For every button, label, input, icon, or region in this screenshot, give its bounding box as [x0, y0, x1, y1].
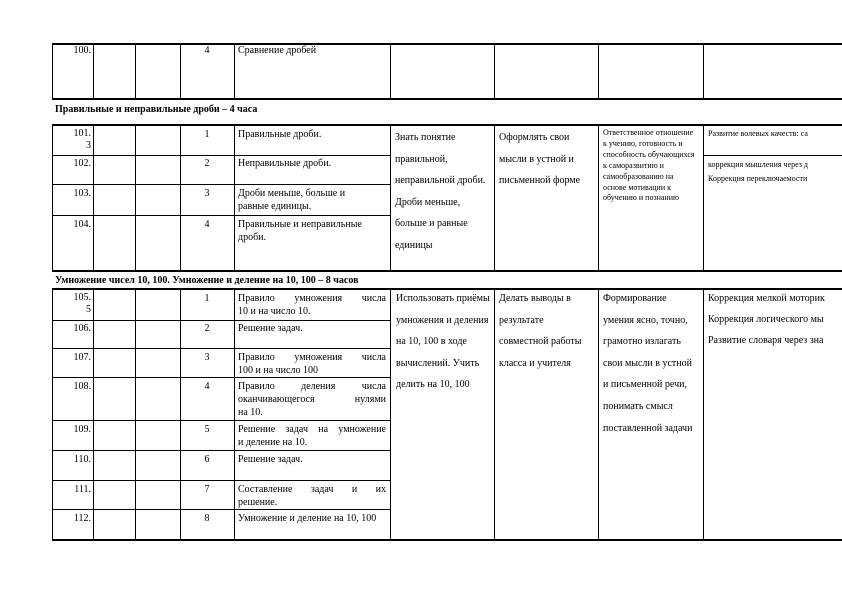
col-border: [703, 288, 704, 540]
col-border: [494, 288, 495, 540]
row-border: [52, 98, 842, 100]
lesson-number: 106.: [73, 323, 91, 334]
lesson-index: 3: [204, 352, 210, 363]
goal-know: Знать понятие правильной, неправильной дроби. Дроби меньше, больше и равные единицы: [395, 132, 486, 251]
lesson-topic: Решение задач на умножение: [238, 424, 386, 435]
lesson-number: 112.: [73, 513, 91, 524]
row-border: [52, 480, 390, 481]
row-border: [52, 124, 842, 126]
lesson-topic: Неправильные дроби.: [238, 158, 332, 169]
goal-express: Оформлять свои мысли в устной и письменной форме: [499, 132, 581, 186]
lesson-topic: на 10.: [238, 407, 263, 418]
col-border: [598, 124, 599, 271]
lesson-index: 8: [204, 513, 210, 524]
lesson-index: 5: [204, 424, 210, 435]
row-border: [52, 509, 390, 510]
lesson-index: 4: [204, 219, 210, 230]
col-border: [52, 288, 53, 540]
row-border: [703, 155, 842, 156]
lesson-topic: решение.: [238, 497, 278, 508]
correction-item: Развитие волевых качеств: са: [708, 129, 808, 138]
lesson-index: 3: [204, 188, 210, 199]
lesson-topic: Дроби меньше, больше и равные единицы.: [238, 188, 346, 212]
row-border: [52, 377, 390, 378]
col-border: [390, 43, 391, 99]
col-border: [390, 124, 391, 271]
col-border: [234, 124, 235, 271]
col-border: [93, 288, 94, 540]
lesson-topic: Составление задач и их: [238, 484, 386, 495]
lesson-topic: Решение задач.: [238, 454, 303, 465]
col-border: [234, 288, 235, 540]
lesson-number: 102.: [73, 158, 91, 169]
lesson-number: 103.: [73, 188, 91, 199]
lesson-index: 4: [204, 381, 210, 392]
lesson-index: 4: [204, 45, 210, 56]
table-top-border: [52, 43, 842, 45]
goal-form: Формирование умения ясно, точно, грамотно излагать свои мысли в устной и письменной речи, понимать смысл поставленной задачи: [603, 293, 693, 434]
row-border: [52, 450, 390, 451]
col-border: [135, 124, 136, 271]
table-bottom-border: [52, 539, 842, 541]
goal-attitude: Ответственное отношение к учению, готовность и способность обучающихся к саморазвитию и самообразованию на основе мотивации к обучению и познанию: [603, 128, 695, 203]
lesson-number: 104.: [73, 219, 91, 230]
correction-item: коррекция мышления через д: [708, 160, 808, 169]
lesson-index: 7: [204, 484, 210, 495]
col-border: [598, 288, 599, 540]
col-border: [135, 43, 136, 99]
lesson-number: 108.: [73, 381, 91, 392]
col-border: [52, 43, 53, 99]
col-border: [598, 43, 599, 99]
lesson-index: 2: [204, 323, 210, 334]
lesson-topic: оканчивающегося нулями: [238, 394, 386, 405]
correction-item: Коррекция мелкой моторик: [708, 293, 825, 304]
lesson-topic: и деление на 10.: [238, 437, 308, 448]
section-heading: Правильные и неправильные дроби – 4 часа: [55, 104, 258, 115]
goal-use-text: Использовать приёмы умножения и деления на 10, 100 в ходе вычислений.: [396, 293, 490, 369]
col-border: [180, 43, 181, 99]
section-heading: Умножение чисел 10, 100. Умножение и деление на 10, 100 – 8 часов: [55, 275, 359, 286]
lesson-topic: Правильные дроби.: [238, 129, 322, 140]
lesson-number: 109.: [73, 424, 91, 435]
correction-item: Коррекция переключаемости: [708, 174, 808, 183]
lesson-number: 111.: [74, 484, 91, 495]
row-border: [52, 348, 390, 349]
col-border: [180, 124, 181, 271]
lesson-topic: Правило умножения числа: [238, 352, 386, 363]
lesson-topic: 10 и на число 10.: [238, 306, 311, 317]
row-border: [52, 270, 842, 272]
col-border: [93, 43, 94, 99]
lesson-number: 101. 3: [73, 128, 91, 151]
row-border: [52, 215, 390, 216]
col-border: [180, 288, 181, 540]
lesson-topic: 100 и на число 100: [238, 365, 318, 376]
col-border: [703, 43, 704, 99]
lesson-number: 107.: [73, 352, 91, 363]
col-border: [135, 288, 136, 540]
col-border: [703, 124, 704, 271]
lesson-number: 105. 5: [73, 292, 91, 315]
lesson-number: 110.: [73, 454, 91, 465]
row-border: [52, 320, 390, 321]
correction-item: Коррекция логического мы: [708, 314, 824, 325]
col-border: [390, 288, 391, 540]
lesson-topic: Правило умножения числа: [238, 293, 386, 304]
lesson-index: 6: [204, 454, 210, 465]
goal-learn-text: Учить делить на 10, 100: [396, 357, 480, 391]
row-border: [52, 155, 390, 156]
row-border: [52, 420, 390, 421]
goal-use: [396, 288, 490, 396]
lesson-index: 1: [204, 293, 210, 304]
lesson-topic: Правильные и неправильные дроби.: [238, 219, 362, 243]
lesson-topic: Сравнение дробей: [238, 45, 317, 56]
lesson-topic: Решение задач.: [238, 323, 303, 334]
correction-item: Развитие словаря через зна: [708, 335, 824, 346]
lesson-number: 100.: [73, 45, 91, 56]
col-border: [52, 124, 53, 271]
col-border: [494, 124, 495, 271]
lesson-topic: Умножение и деление на 10, 100: [238, 513, 377, 524]
col-border: [93, 124, 94, 271]
lesson-index: 1: [204, 129, 210, 140]
lesson-index: 2: [204, 158, 210, 169]
lesson-topic: Правило деления числа: [238, 381, 386, 392]
goal-conclude: Делать выводы в результате совместной работы класса и учителя: [499, 293, 582, 369]
col-border: [234, 43, 235, 99]
col-border: [494, 43, 495, 99]
row-border: [52, 184, 390, 185]
